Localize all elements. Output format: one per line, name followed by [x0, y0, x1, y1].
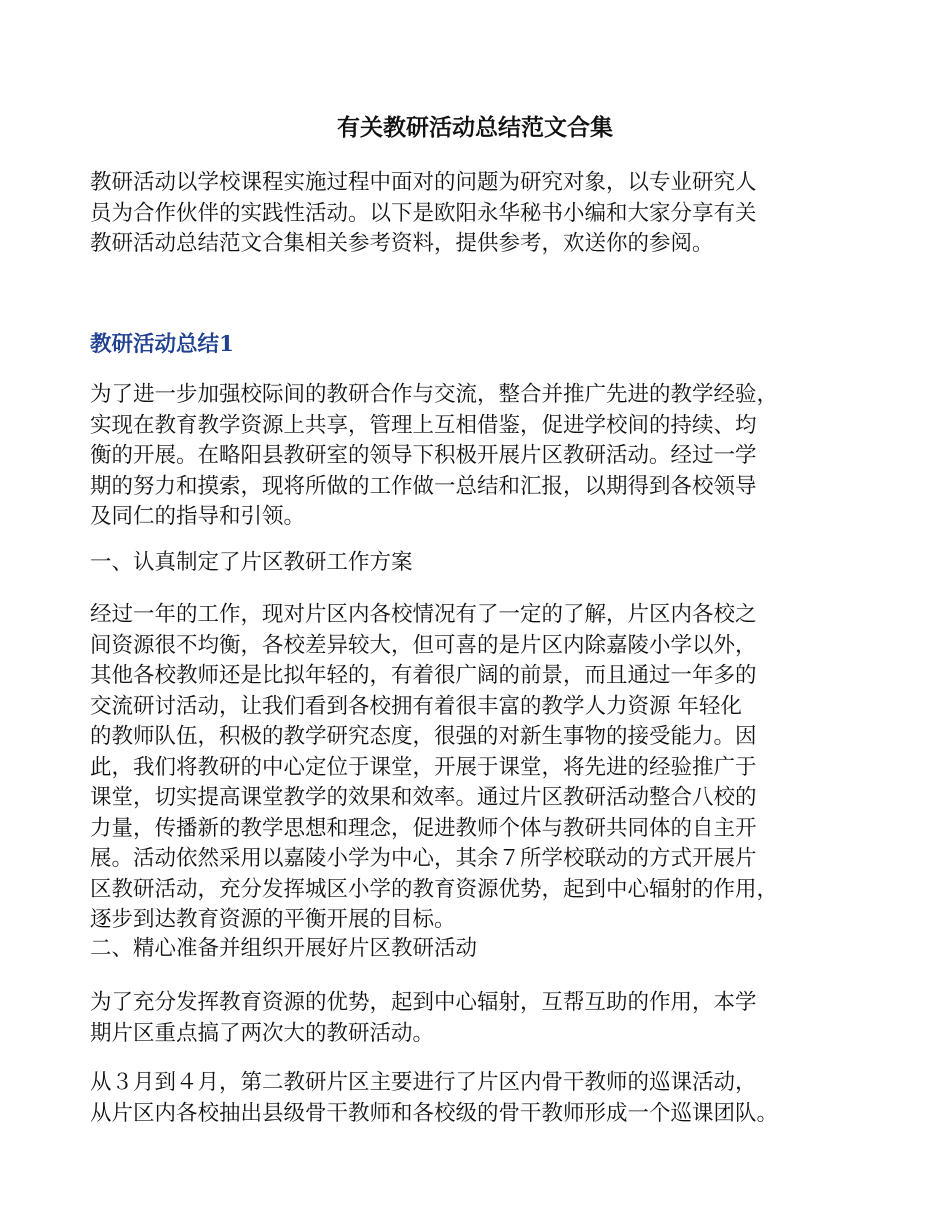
- paragraph-1: [90, 380, 880, 533]
- paragraph-line: 展。活动依然采用以嘉陵小学为中心，其余７所学校联动的方式开展片: [90, 846, 757, 871]
- subheading-text: 一、认真制定了片区教研工作方案: [90, 550, 413, 575]
- paragraph-line: 课堂，切实提高课堂教学的效果和效率。通过片区教研活动整合八校的: [90, 785, 757, 810]
- document-title: 有关教研活动总结范文合集: [337, 114, 613, 141]
- intro-line: 员为合作伙伴的实践性活动。以下是欧阳永华秘书小编和大家分享有关: [90, 200, 757, 226]
- section-heading: 教研活动总结1: [90, 332, 234, 357]
- paragraph-line: 期的努力和摸索，现将所做的工作做一总结和汇报，以期得到各校领导: [90, 473, 757, 499]
- paragraph-line: 从３月到４月，第二教研片区主要进行了片区内骨干教师的巡课活动，: [90, 1070, 757, 1095]
- paragraph-line: 衡的开展。在略阳县教研室的领导下积极开展片区教研活动。经过一学: [90, 443, 757, 468]
- paragraph-line: 逐步到达教育资源的平衡开展的目标。: [90, 907, 456, 932]
- paragraph-3: [90, 988, 880, 1049]
- paragraph-line: 区教研活动，充分发挥城区小学的教育资源优势，起到中心辐射的作用，: [90, 876, 779, 902]
- subheading-2: [90, 934, 880, 965]
- paragraph-line: 力量，传播新的教学思想和理念，促进教师个体与教研共同体的自主开: [90, 815, 757, 841]
- subheading-text: 二、精心准备并组织开展好片区教研活动: [90, 936, 478, 961]
- paragraph-line: 为了充分发挥教育资源的优势，起到中心辐射，互帮互助的作用，本学: [90, 990, 757, 1015]
- paragraph-line: 间资源很不均衡，各校差异较大，但可喜的是片区内除嘉陵小学以外，: [90, 632, 757, 658]
- paragraph-line: 交流研讨活动，让我们看到各校拥有着很丰富的教学人力资源 年轻化: [90, 693, 742, 719]
- paragraph-line: 及同仁的指导和引领。: [90, 504, 306, 529]
- subheading-1: [90, 548, 880, 579]
- paragraph-line: 此，我们将教研的中心定位于课堂，开展于课堂，将先进的经验推广于: [90, 754, 757, 780]
- intro-paragraph: [90, 168, 880, 260]
- paragraph-4: [90, 1068, 880, 1129]
- paragraph-line: 从片区内各校抽出县级骨干教师和各校级的骨干教师形成一个巡课团队。: [90, 1100, 779, 1126]
- paragraph-line: 实现在教育教学资源上共享，管理上互相借鉴，促进学校间的持续、均: [90, 412, 757, 438]
- paragraph-2: [90, 600, 880, 936]
- paragraph-line: 其他各校教师还是比拟年轻的，有着很广阔的前景，而且通过一年多的: [90, 663, 757, 688]
- paragraph-line: 为了进一步加强校际间的教研合作与交流，整合并推广先进的教学经验，: [90, 382, 779, 407]
- intro-line: 教研活动总结范文合集相关参考资料，提供参考，欢送你的参阅。: [90, 231, 714, 256]
- paragraph-line: 期片区重点搞了两次大的教研活动。: [90, 1020, 435, 1046]
- paragraph-line: 的教师队伍，积极的教学研究态度，很强的对新生事物的接受能力。因: [90, 724, 757, 749]
- intro-line: 教研活动以学校课程实施过程中面对的问题为研究对象，以专业研究人: [90, 170, 757, 195]
- paragraph-line: 经过一年的工作，现对片区内各校情况有了一定的了解，片区内各校之: [90, 602, 757, 627]
